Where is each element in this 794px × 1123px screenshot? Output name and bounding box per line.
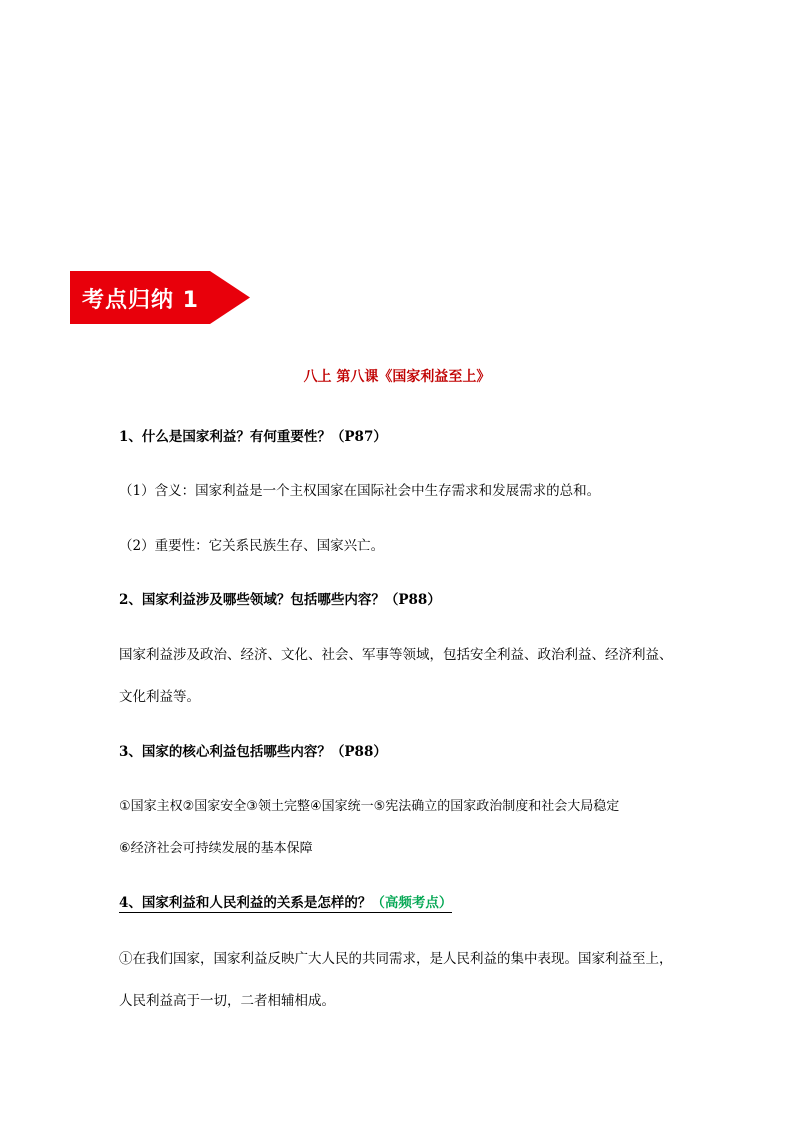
question-3-answer-2: ⑥经济社会可持续发展的基本保障 [119,841,313,856]
question-4-title-text: 4、国家利益和人民利益的关系是怎样的？ [119,895,372,911]
question-3-title: 3、国家的核心利益包括哪些内容？（P88） [119,744,387,760]
banner-label: 考点归纳 1 [82,288,199,313]
question-1-answer-1: （1）含义：国家利益是一个主权国家在国际社会中生存需求和发展需求的总和。 [119,483,601,499]
lesson-title: 八上 第八课《国家利益至上》 [303,369,491,385]
question-2-answer-2: 文化利益等。 [119,689,200,705]
high-frequency-tag: （高频考点） [371,895,453,911]
section-banner [70,271,250,324]
question-4-answer-2: 人民利益高于一切，二者相辅相成。 [119,993,335,1009]
question-2-title: 2、国家利益涉及哪些领域？包括哪些内容？（P88） [119,592,441,608]
question-3-answer-1: ①国家主权②国家安全③领土完整④国家统一⑤宪法确立的国家政治制度和社会大局稳定 [119,799,620,814]
question-1-title: 1、什么是国家利益？有何重要性？（P87） [119,429,387,445]
question-4-title [119,891,452,913]
question-1-answer-2: （2）重要性：它关系民族生存、国家兴亡。 [119,538,385,554]
question-2-answer-1: 国家利益涉及政治、经济、文化、社会、军事等领域，包括安全利益、政治利益、经济利益、 [119,647,673,663]
question-4-answer-1: ①在我们国家，国家利益反映广大人民的共同需求，是人民利益的集中表现。国家利益至上， [119,951,673,967]
